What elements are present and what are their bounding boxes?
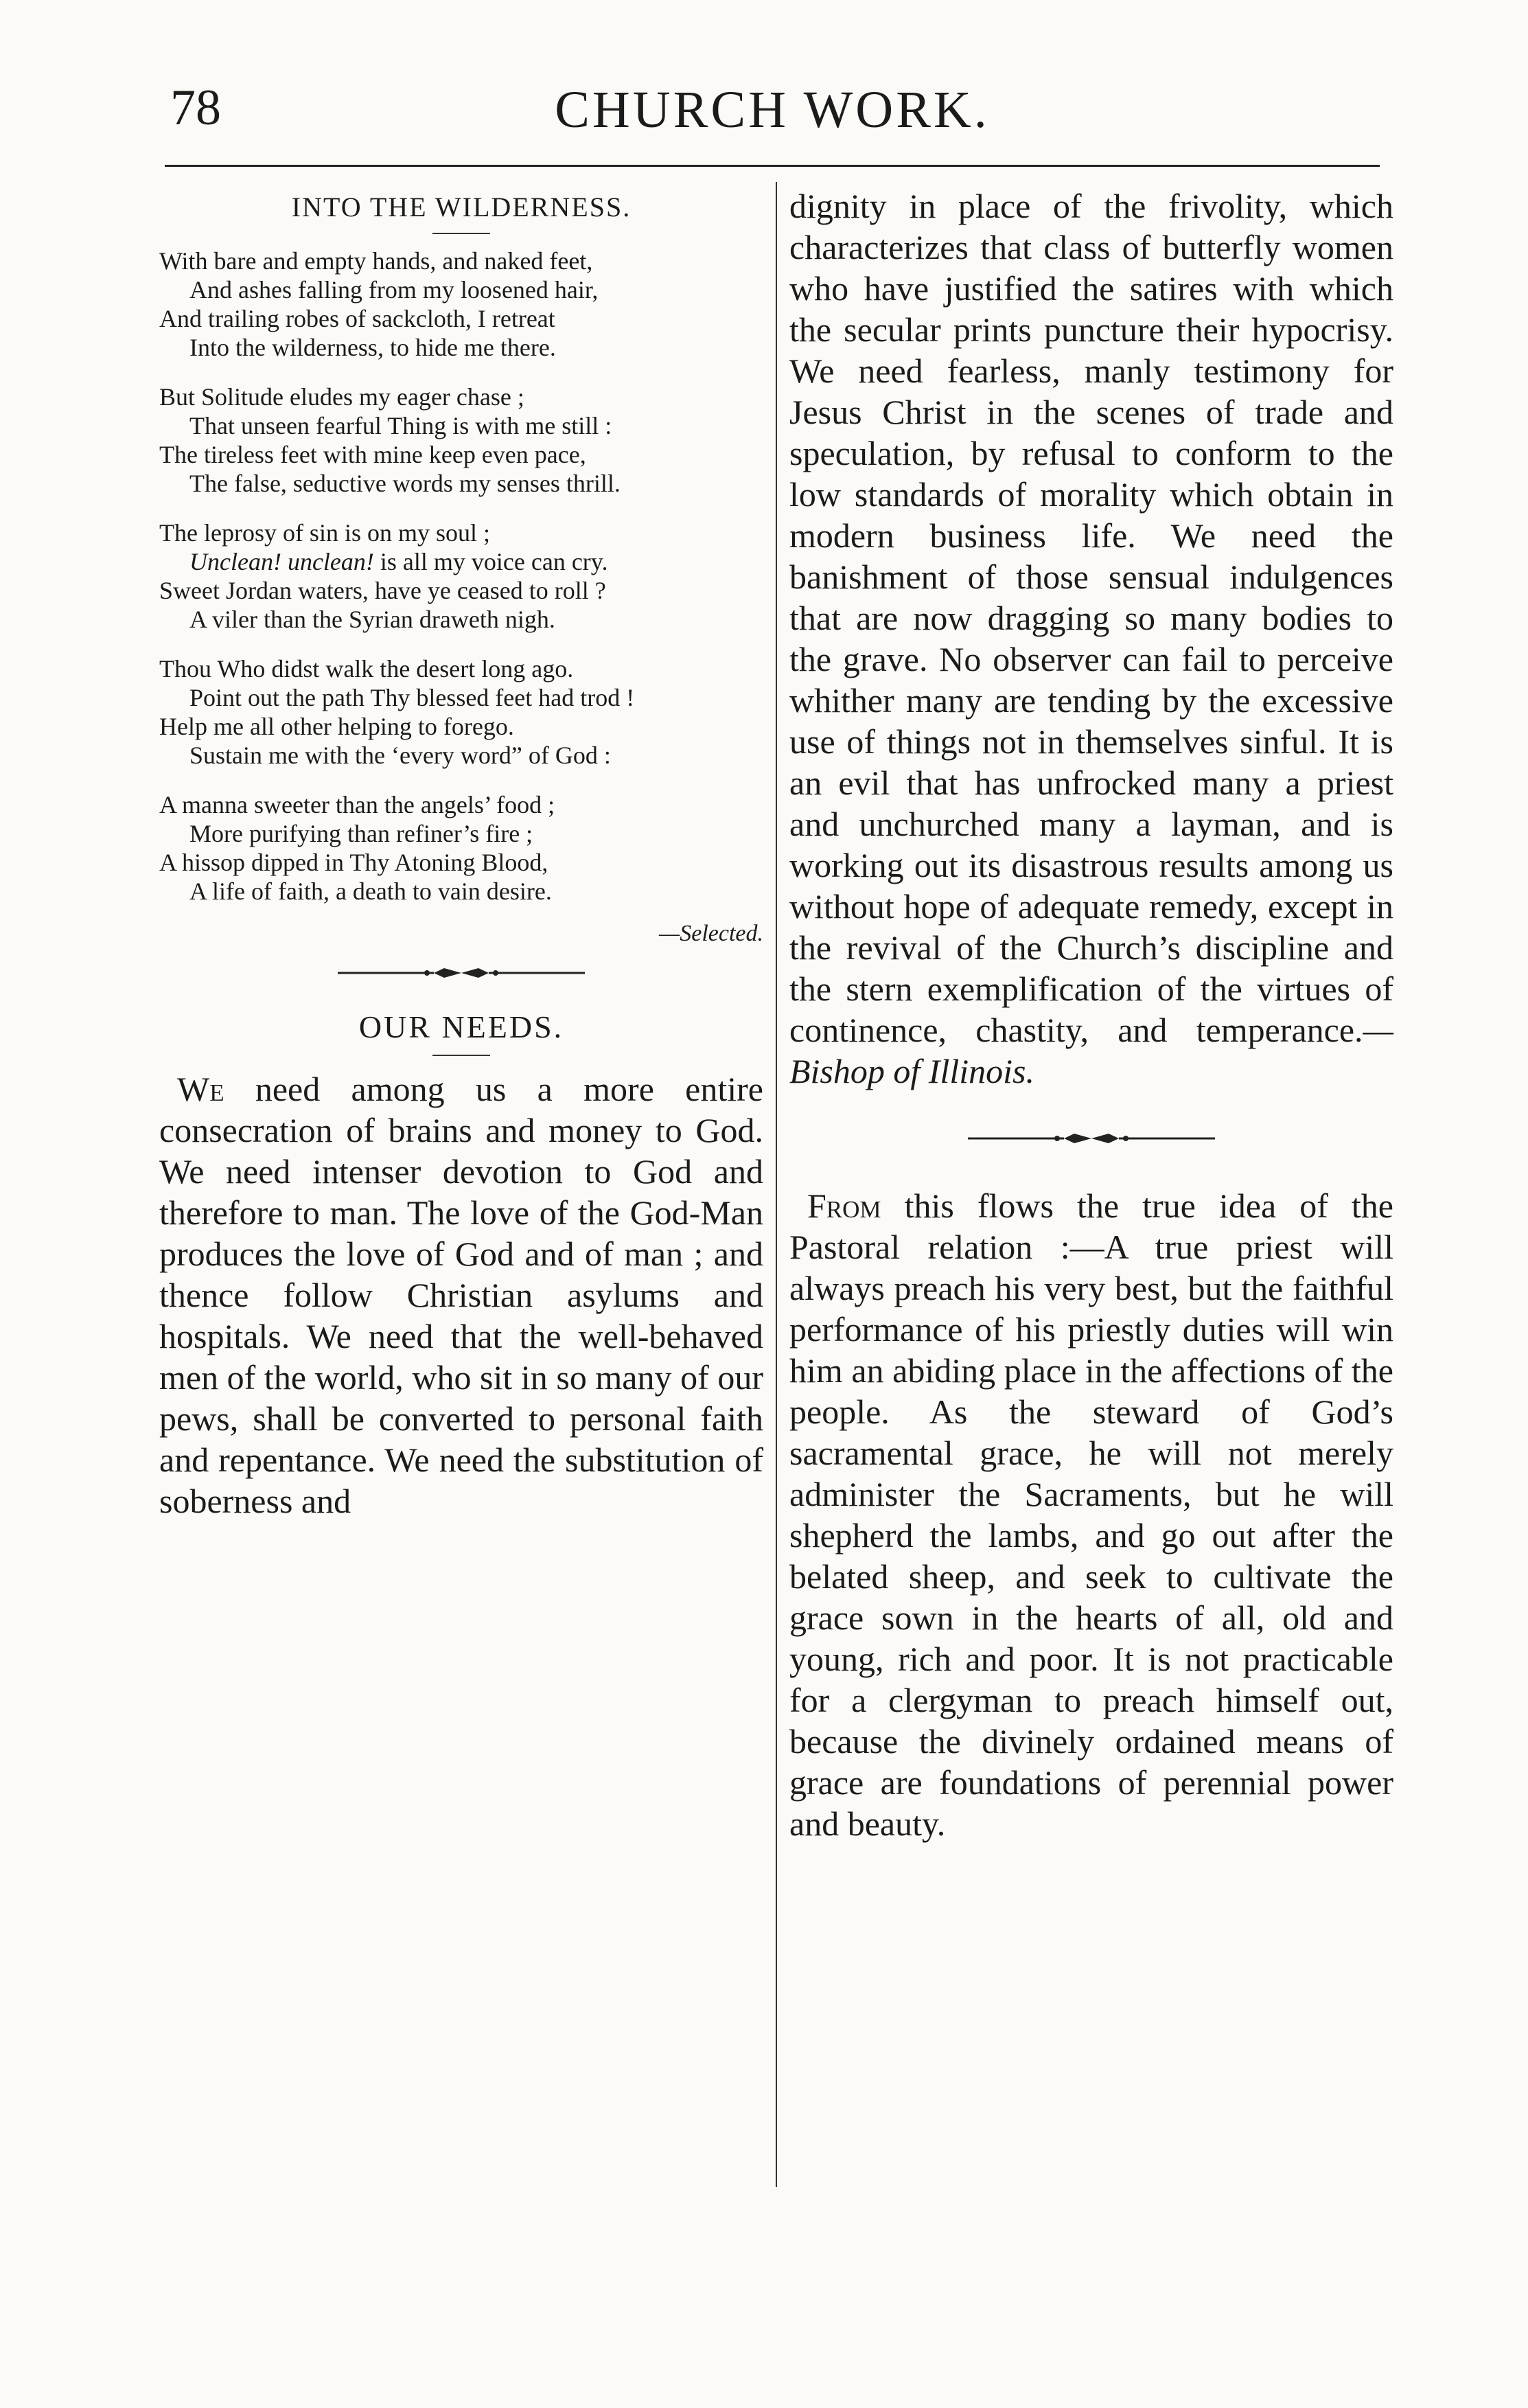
poem-stanza	[159, 382, 763, 498]
poem-line: A life of faith, a death to vain desire.	[189, 878, 552, 905]
poem-line: A viler than the Syrian draweth nigh.	[189, 606, 555, 633]
page-header	[165, 72, 1380, 175]
ornament-divider	[159, 965, 763, 981]
header-rule	[165, 165, 1380, 167]
running-title: CHURCH WORK.	[555, 81, 990, 139]
poem-line-italic: Unclean! unclean!	[189, 548, 374, 575]
column-divider	[776, 182, 777, 2187]
poem-stanza	[159, 790, 763, 906]
poem-line: Thou Who didst walk the desert long ago.	[159, 655, 574, 683]
attribution: —Bishop of Illinois.	[789, 1011, 1393, 1090]
poem-title: INTO THE WILDERNESS.	[291, 192, 632, 222]
poem-line: But Solitude eludes my eager chase ;	[159, 383, 524, 411]
continuation-text: dignity in place of the frivolity, which characterizes that class of butterfly women who have justified the satires with which the secular prints puncture their hypocrisy. We need fearless, manly testimony for Jesus Christ in the scenes of trade and speculation, by refusal to conform to the low standards of morality which obtain in modern business life. We need the banishment of those sensual indulgences that are now dragging so many bodies to the grave. No observer can fail to perceive whither many are tending by the excessive use of things not in themselves sinful. It is an evil that has unfrocked many a priest and unchurched many a layman, and is working out its disastrous results among us without hope of adequate remedy, except in the revival of the Church’s discipline and the stern exemplification of the virtues of continence, chastity, and temperance.	[789, 187, 1393, 1049]
poem-stanza	[159, 518, 763, 634]
dropcap-word: We	[177, 1070, 224, 1108]
our-needs-continuation	[789, 185, 1393, 1092]
poem-stanza	[159, 246, 763, 362]
ornament-divider-2	[789, 1130, 1393, 1147]
poem-line: Into the wilderness, to hide me there.	[189, 334, 556, 361]
page-number: 78	[170, 80, 221, 136]
poem-line	[159, 547, 763, 576]
poem-line: Point out the path Thy blessed feet had trod !	[189, 684, 635, 711]
poem-line: The leprosy of sin is on my soul ;	[159, 519, 490, 547]
section-rule	[432, 1055, 490, 1056]
poem-stanza	[159, 654, 763, 770]
poem-line: The tireless feet with mine keep even pace,	[159, 441, 586, 468]
poem-line: A hissop dipped in Thy Atoning Blood,	[159, 849, 548, 876]
poem-line: With bare and empty hands, and naked feet,	[159, 247, 593, 275]
pastoral-article	[789, 1185, 1393, 1844]
dropcap-word: From	[807, 1186, 881, 1225]
ornament-icon	[961, 1130, 1222, 1147]
poem-line: A manna sweeter than the angels’ food ;	[159, 791, 555, 818]
left-column	[159, 185, 763, 1522]
our-needs-body	[159, 1068, 763, 1522]
poem	[159, 246, 763, 906]
poem-line-rest: is all my voice can cry.	[373, 548, 608, 575]
ornament-icon	[331, 965, 592, 981]
title-rule	[432, 233, 490, 234]
poem-signature: —Selected.	[659, 921, 763, 946]
pastoral-text: this flows the true idea of the Pastoral relation :—A true priest will always preach his very best, but the faithful performance of his priestly duties will win him an abiding place in the affections of the people. As the steward of God’s sacramental grace, he will not merely administer the Sacraments, but he will shepherd the lambs, and go out after the belated sheep, and seek to cultivate the grace sown in the hearts of all, old and young, rich and poor. It is not practicable for a clergyman to preach himself out, because the divinely ordained means of grace are foundations of perennial power and beauty.	[789, 1186, 1393, 1843]
poem-line: And ashes falling from my loosened hair,	[189, 276, 599, 303]
poem-line: Sweet Jordan waters, have ye ceased to roll ?	[159, 577, 606, 604]
poem-line: The false, seductive words my senses thrill.	[189, 470, 621, 497]
poem-line: And trailing robes of sackcloth, I retreat	[159, 305, 555, 332]
poem-line: Help me all other helping to forego.	[159, 713, 514, 740]
our-needs-text: need among us a more entire consecration of brains and money to God. We need intenser devotion to God and therefore to man. The love of the God-Man produces the love of God and of man ; and thence follow Christian asylums and hospitals. We need that the well-behaved men of the world, who sit in so many of our pews, shall be converted to personal faith and repentance. We need the substitution of soberness and	[159, 1070, 763, 1520]
poem-line: Sustain me with the ‘every word” of God :	[189, 742, 611, 769]
poem-line: More purifying than refiner’s fire ;	[189, 820, 533, 847]
right-column	[789, 185, 1393, 1844]
poem-line: That unseen fearful Thing is with me still :	[189, 412, 612, 439]
section-title: OUR NEEDS.	[358, 1009, 564, 1044]
